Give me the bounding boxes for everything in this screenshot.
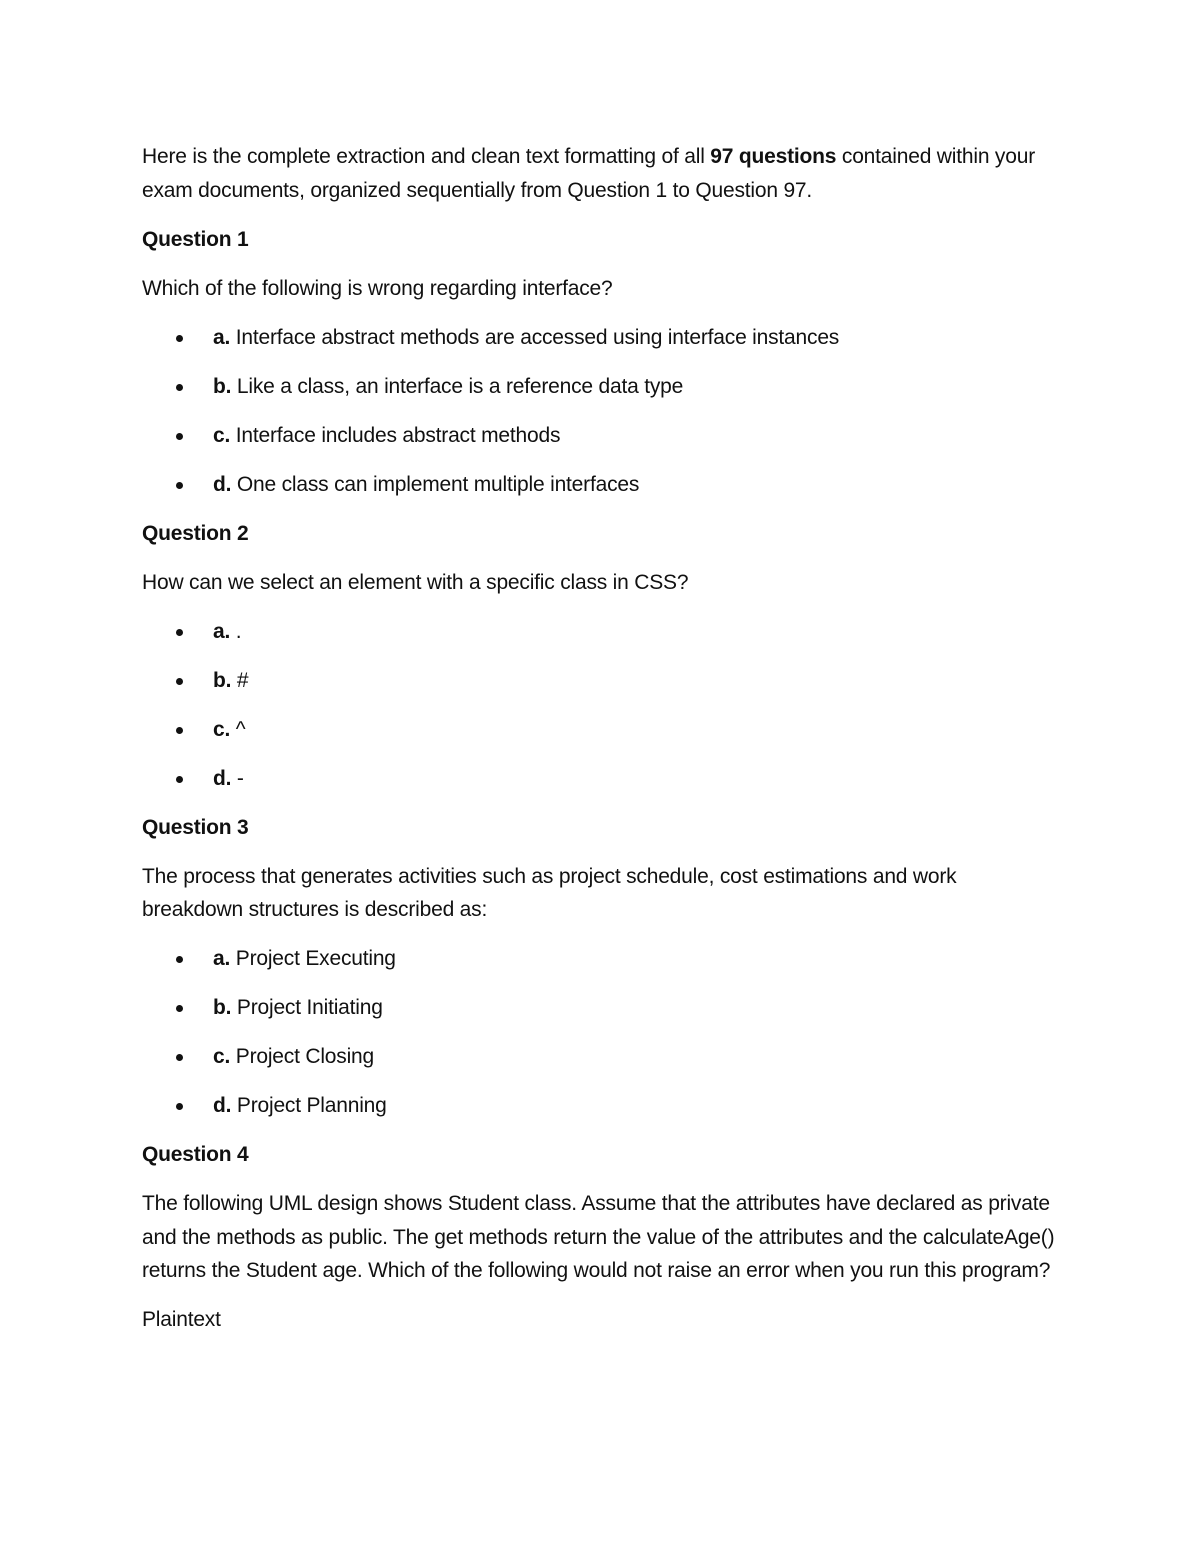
bullet-icon [176, 335, 183, 342]
bullet-icon [176, 1005, 183, 1012]
intro-text-before: Here is the complete extraction and clean text formatting of all [142, 145, 711, 168]
option-item [142, 762, 1062, 796]
option-text: - [236, 766, 244, 790]
option-text: # [236, 668, 249, 692]
option-text: Project Initiating [236, 996, 383, 1019]
bullet-icon [176, 1103, 183, 1110]
option-item [142, 419, 1062, 453]
bullet-icon [176, 678, 183, 685]
document-page [142, 140, 1062, 1352]
option-text: Like a class, an interface is a reference data type [236, 374, 684, 398]
option-letter: d. [213, 472, 232, 496]
question-title: Question 3 [142, 815, 249, 839]
option-item [142, 942, 1062, 976]
question-4 [142, 1138, 1062, 1288]
option-letter: c. [213, 423, 231, 447]
option-text: . [235, 619, 242, 643]
option-letter: b. [213, 668, 232, 692]
option-letter: b. [213, 374, 232, 398]
bullet-icon [176, 956, 183, 963]
question-2 [142, 517, 1062, 796]
option-text: ^ [235, 717, 246, 741]
bullet-icon [176, 1054, 183, 1061]
bullet-icon [176, 776, 183, 783]
option-list [142, 321, 1062, 502]
option-text: Project Executing [235, 947, 396, 970]
option-letter: a. [213, 325, 231, 349]
option-item [142, 468, 1062, 502]
option-item [142, 991, 1062, 1025]
intro-text-after: contained within your exam documents, organized sequentially from Question 1 to Question 97. [142, 145, 1035, 202]
option-text: One class can implement multiple interfaces [236, 472, 640, 496]
option-item [142, 615, 1062, 649]
option-text: Project Planning [236, 1094, 387, 1117]
option-letter: a. [213, 619, 231, 643]
bullet-icon [176, 384, 183, 391]
option-item [142, 713, 1062, 747]
option-text: Interface includes abstract methods [235, 423, 561, 447]
option-item [142, 1040, 1062, 1074]
question-text: The process that generates activities such as project schedule, cost estimations and work breakdown structures is described as: [142, 864, 957, 921]
option-letter: a. [213, 947, 231, 970]
question-3 [142, 811, 1062, 1123]
option-list [142, 615, 1062, 796]
option-letter: c. [213, 1045, 231, 1068]
option-letter: d. [213, 1094, 232, 1117]
option-item [142, 664, 1062, 698]
question-title: Question 4 [142, 1143, 249, 1166]
question-title: Question 2 [142, 521, 249, 545]
option-item [142, 321, 1062, 355]
question-1 [142, 223, 1062, 502]
question-text: Which of the following is wrong regarding interface? [142, 276, 613, 300]
question-text: How can we select an element with a specific class in CSS? [142, 570, 689, 594]
intro-paragraph [142, 140, 1062, 207]
question-title: Question 1 [142, 227, 249, 251]
bullet-icon [176, 433, 183, 440]
option-letter: d. [213, 766, 232, 790]
option-item [142, 370, 1062, 404]
bullet-icon [176, 727, 183, 734]
bullet-icon [176, 629, 183, 636]
intro-bold-count: 97 questions [710, 145, 837, 168]
option-text: Project Closing [235, 1045, 374, 1068]
option-item [142, 1089, 1062, 1123]
option-list [142, 942, 1062, 1123]
question-text: The following UML design shows Student class. Assume that the attributes have declared as private and the methods as public. The get methods return the value of the attributes and the calculateAge() returns the Student age. Which of the following would not raise an error when you run this program? [142, 1192, 1055, 1282]
option-letter: b. [213, 996, 232, 1019]
option-letter: c. [213, 717, 231, 741]
code-block-label: Plaintext [142, 1308, 221, 1331]
bullet-icon [176, 482, 183, 489]
option-text: Interface abstract methods are accessed using interface instances [235, 325, 840, 349]
